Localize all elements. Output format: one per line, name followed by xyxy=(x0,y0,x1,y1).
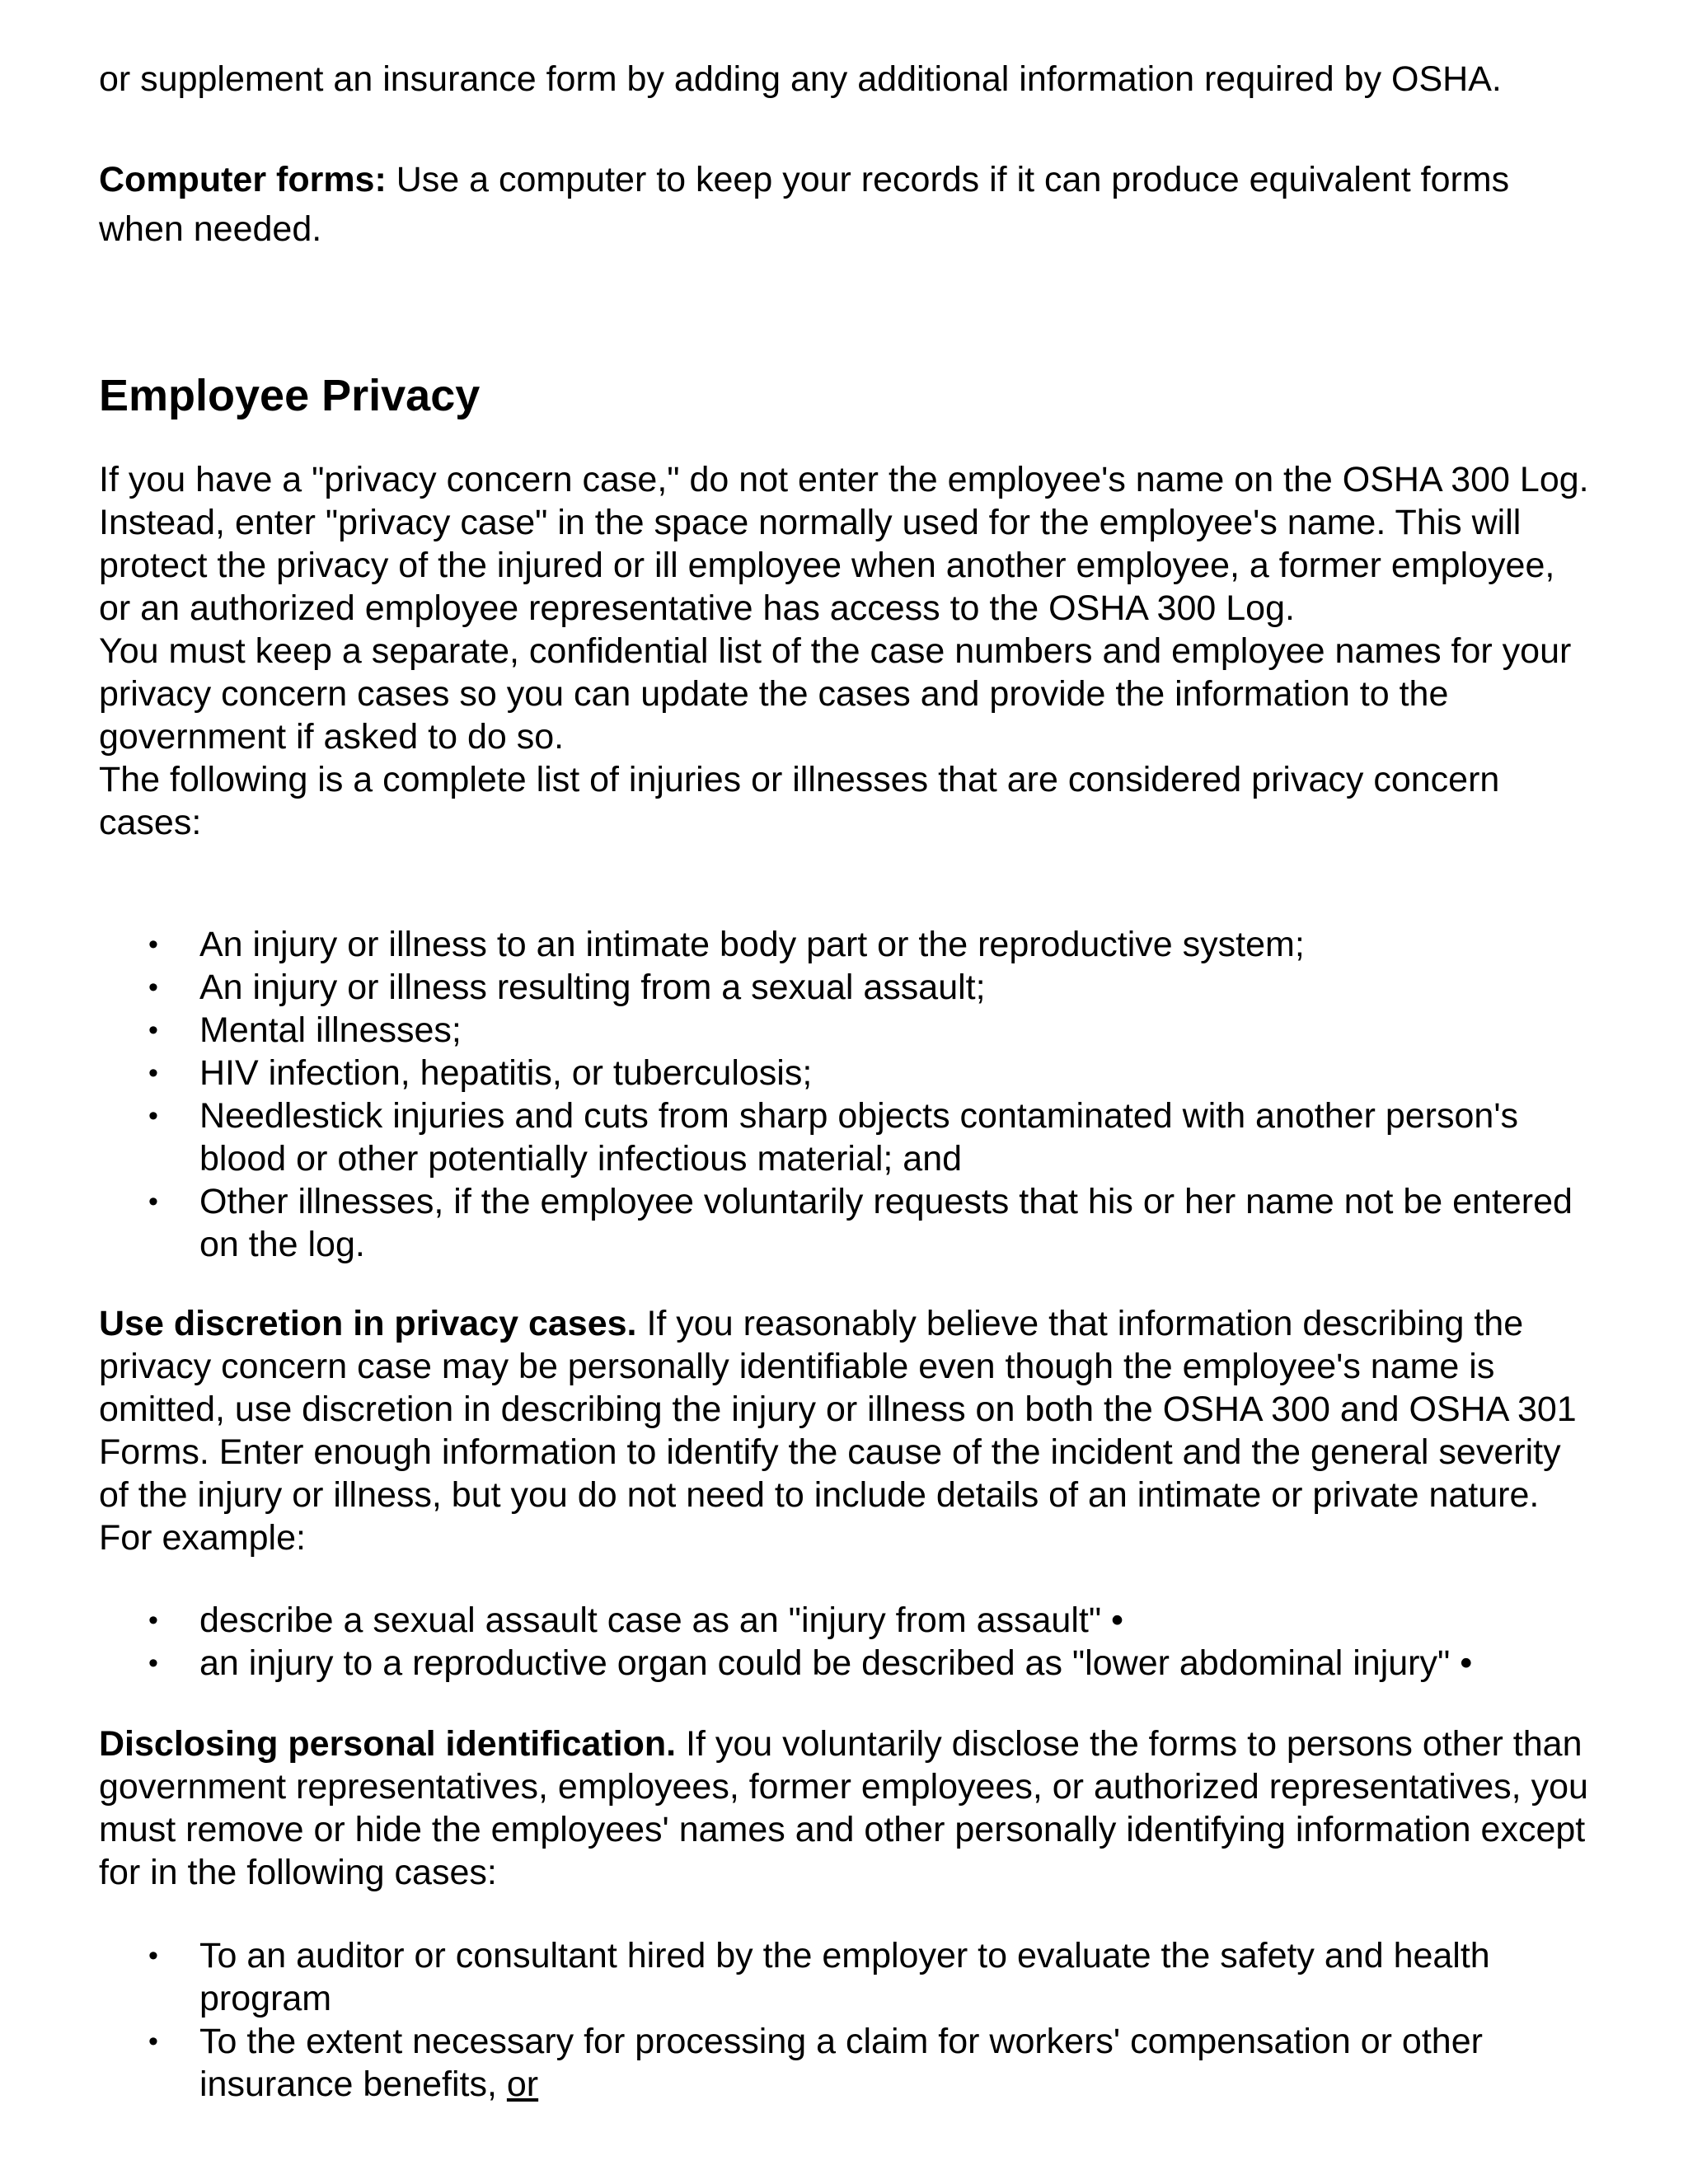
bullet-icon: • xyxy=(148,1605,158,1636)
computer-forms-text xyxy=(99,155,1582,254)
underlined-or-link: or xyxy=(506,2064,539,2104)
privacy-paragraph-2: You must keep a separate, confidential list of the case numbers and employee names for your privacy concern cases so you can update the cases and provide the information to the government if asked to do so. xyxy=(99,631,1572,757)
intro-line-block xyxy=(99,58,1591,101)
disclosing-paragraph xyxy=(99,1722,1591,1894)
list-item: • Mental illnesses; xyxy=(148,1010,462,1050)
bullet-icon: • xyxy=(148,1015,158,1046)
privacy-paragraphs xyxy=(99,458,1591,844)
list-item: • describe a sexual assault case as an "injury from assault" • xyxy=(148,1601,1124,1640)
bullet-icon: • xyxy=(148,929,158,960)
list-item: • an injury to a reproductive organ could be described as "lower abdominal injury" • xyxy=(148,1643,1473,1683)
list-item: • To the extent necessary for processing a claim for workers' compensation or other insurance benefits, or xyxy=(148,2022,1483,2104)
bullet-icon: • xyxy=(148,1057,158,1089)
privacy-paragraph-1: If you have a "privacy concern case," do not enter the employee's name on the OSHA 300 Log. Instead, enter "privacy case" in the space normally used for the employee's name. This will protect the privacy of the injured or ill employee when another employee, a former employee, or an authorized employee representative has access to the OSHA 300 Log. xyxy=(99,460,1589,628)
intro-line: or supplement an insurance form by adding any additional information required by OSHA. xyxy=(99,59,1502,99)
discretion-text xyxy=(99,1302,1591,1559)
bullet-icon: • xyxy=(148,1647,158,1679)
bullet-icon: • xyxy=(148,1940,158,1971)
disclosing-cases-block xyxy=(99,1934,1591,2106)
disclosing-cases-list xyxy=(99,1934,1591,2106)
list-item: • An injury or illness resulting from a sexual assault; xyxy=(148,968,986,1007)
bullet-icon: • xyxy=(148,2026,158,2057)
discretion-examples-block xyxy=(99,1599,1591,1685)
discretion-body: If you reasonably believe that information describing the privacy concern case may be personally identifiable even though the employee's name is omitted, use discretion in describing the injury or illness on both the OSHA 300 and OSHA 301 Forms. Enter enough information to identify the cause of the incident and the general severity of the injury or illness, but you do not need to include details of an intimate or private nature. For example: xyxy=(99,1304,1577,1558)
privacy-concern-list-block xyxy=(99,923,1591,1266)
discretion-paragraph xyxy=(99,1302,1591,1559)
disclosing-label: Disclosing personal identification. xyxy=(99,1724,677,1764)
computer-forms-body: Use a computer to keep your records if it can produce equivalent forms when needed. xyxy=(99,160,1510,249)
discretion-label: Use discretion in privacy cases. xyxy=(99,1304,637,1343)
disclosing-body: If you voluntarily disclose the forms to persons other than government representatives, employees, former employees, or authorized representatives, you must remove or hide the employees' names and other personally identifying information except for in the following cases: xyxy=(99,1724,1588,1892)
list-item: • HIV infection, hepatitis, or tuberculosis; xyxy=(148,1053,813,1093)
bullet-icon: • xyxy=(148,1100,158,1132)
discretion-examples-list xyxy=(99,1599,1591,1685)
list-item: • Needlestick injuries and cuts from sharp objects contaminated with another person's blood or other potentially infectious material; and xyxy=(148,1096,1519,1179)
privacy-concern-list xyxy=(99,923,1591,1266)
employee-privacy-heading: Employee Privacy xyxy=(99,371,481,420)
bullet-icon: • xyxy=(148,972,158,1003)
computer-forms-label: Computer forms: xyxy=(99,160,387,199)
list-item: • Other illnesses, if the employee voluntarily requests that his or her name not be entered on the log. xyxy=(148,1182,1573,1264)
disclosing-text xyxy=(99,1722,1591,1894)
bullet-icon: • xyxy=(148,1186,158,1217)
list-item: • An injury or illness to an intimate body part or the reproductive system; xyxy=(148,925,1305,964)
computer-forms-paragraph xyxy=(99,155,1582,254)
privacy-paragraph-3: The following is a complete list of injuries or illnesses that are considered privacy concern cases: xyxy=(99,760,1500,842)
list-item: • To an auditor or consultant hired by the employer to evaluate the safety and health program xyxy=(148,1936,1490,2018)
